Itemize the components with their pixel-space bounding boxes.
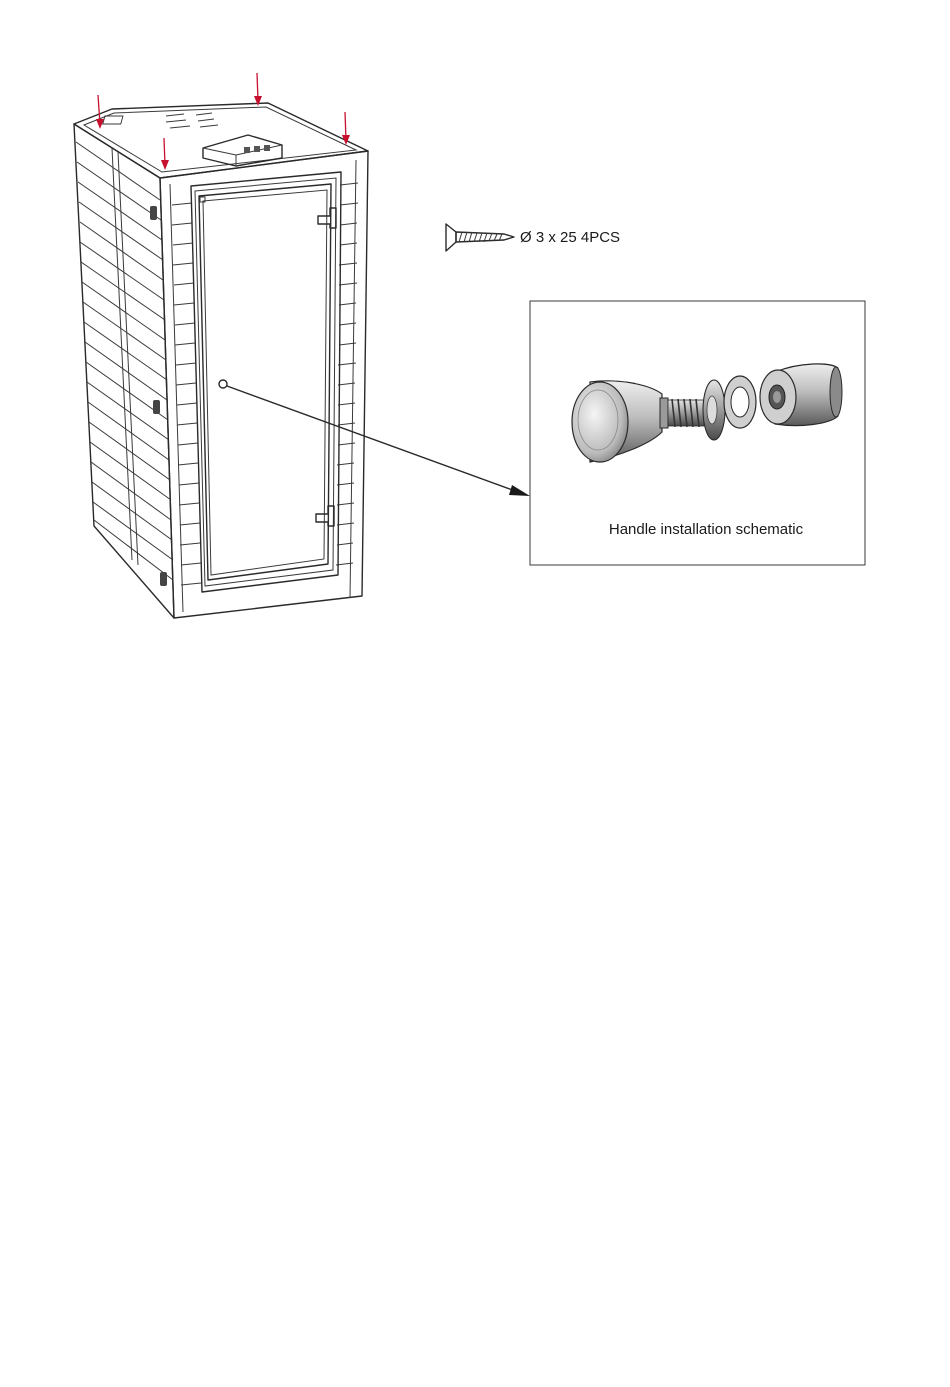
down-arrow-icon bbox=[342, 112, 350, 145]
handle-hole[interactable] bbox=[219, 380, 227, 388]
roof-control-box bbox=[203, 135, 282, 166]
door-frame bbox=[191, 172, 341, 592]
handle-exploded-view bbox=[572, 364, 842, 462]
washer-icon bbox=[703, 380, 725, 440]
screw-spec-label: Ø 3 x 25 4PCS bbox=[520, 229, 621, 246]
roof-vents bbox=[103, 113, 218, 128]
down-arrow-icon bbox=[254, 73, 262, 106]
door-handle-knob-icon bbox=[760, 364, 842, 426]
handle-caption: Handle installation schematic bbox=[608, 521, 804, 538]
left-side-slats bbox=[76, 142, 173, 580]
cabin-roof bbox=[74, 103, 368, 178]
down-arrow-icon bbox=[161, 138, 169, 170]
screw-icon bbox=[446, 224, 514, 251]
sauna-cabin bbox=[74, 103, 368, 618]
cabin-front bbox=[160, 151, 368, 618]
handle-leader-arrow bbox=[227, 386, 530, 496]
spring-icon bbox=[668, 399, 704, 427]
cabin-left-side bbox=[74, 124, 174, 618]
corner-latches bbox=[150, 206, 167, 586]
door-handle-knob-icon bbox=[572, 381, 668, 462]
washer-icon bbox=[724, 376, 756, 428]
